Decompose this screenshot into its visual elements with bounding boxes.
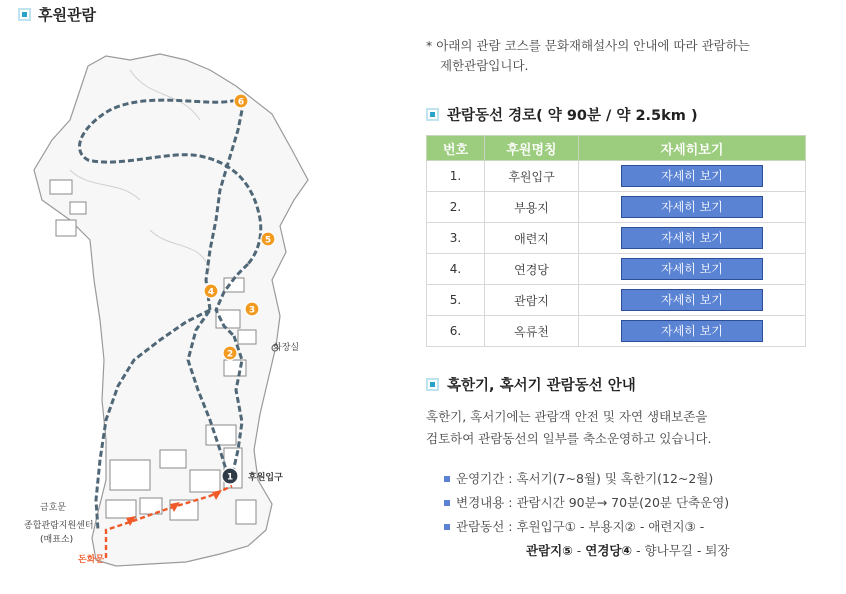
notice-line-2: 제한관람입니다. [440, 58, 529, 73]
route-table-header [427, 136, 806, 161]
page-title [18, 4, 96, 25]
square-bullet-icon [18, 8, 31, 21]
route-stop-pavilion: 관람지⑤ [526, 543, 573, 558]
season-heading [426, 374, 636, 395]
row-no: 5. [427, 285, 485, 316]
map-label-entrance: 후원입구 [248, 473, 283, 483]
row-name: 후원입구 [485, 161, 579, 192]
season-desc-line-2: 검토하여 관람동선의 일부를 축소운영하고 있습니다. [426, 431, 712, 446]
svg-text:2: 2 [226, 349, 234, 360]
row-no: 2. [427, 192, 485, 223]
row-no: 1. [427, 161, 485, 192]
table-row [427, 316, 806, 347]
detail-button-2[interactable]: 자세히 보기 [621, 196, 763, 218]
detail-button-6[interactable]: 자세히 보기 [621, 320, 763, 342]
square-bullet-icon [426, 378, 439, 391]
row-name: 애련지 [485, 223, 579, 254]
route-heading-text: 관람동선 경로( 약 90분 / 약 2.5km ) [447, 108, 698, 124]
row-no: 4. [427, 254, 485, 285]
svg-text:4: 4 [207, 287, 215, 298]
row-no: 3. [427, 223, 485, 254]
list-item-route: 관람동선 : 후원입구① - 부용지② - 애련지③ - [444, 515, 844, 539]
row-no: 6. [427, 316, 485, 347]
detail-button-4[interactable]: 자세히 보기 [621, 258, 763, 280]
season-description [426, 406, 836, 450]
route-stop-yeongyeongdang: 연경당④ [585, 543, 633, 558]
detail-button-1[interactable]: 자세히 보기 [621, 165, 763, 187]
route-heading [426, 104, 698, 125]
col-header-no: 번호 [427, 136, 485, 161]
page-title-text: 후원관람 [38, 6, 96, 24]
notice-text [426, 36, 826, 76]
season-heading-text: 혹한기, 혹서기 관람동선 안내 [447, 378, 636, 394]
season-desc-line-1: 혹한기, 혹서기에는 관람객 안전 및 자연 생태보존을 [426, 409, 708, 424]
list-item-change: 변경내용 : 관람시간 90분→ 70분(20분 단축운영) [444, 491, 844, 515]
square-bullet-icon [426, 108, 439, 121]
map-label-center: 종합관람지원센터 [24, 521, 94, 531]
col-header-detail: 자세히보기 [579, 136, 806, 161]
table-row [427, 192, 806, 223]
list-item-period: 운영기간 : 혹서기(7~8월) 및 혹한기(12~2월) [444, 467, 844, 491]
map-label-restroom: 화장실 [273, 343, 300, 353]
detail-button-5[interactable]: 자세히 보기 [621, 289, 763, 311]
svg-text:3: 3 [248, 305, 256, 316]
map-outline [34, 54, 308, 566]
svg-text:5: 5 [264, 235, 272, 246]
notice-line-1: * 아래의 관람 코스를 문화재해설사의 안내에 따라 관람하는 [426, 38, 750, 53]
season-info-list [444, 467, 844, 563]
row-name: 부용지 [485, 192, 579, 223]
svg-text:1: 1 [226, 472, 234, 483]
detail-button-3[interactable]: 자세히 보기 [621, 227, 763, 249]
row-name: 옥류천 [485, 316, 579, 347]
svg-text:6: 6 [237, 97, 245, 108]
map-label-geumhomun: 금호문 [40, 503, 67, 513]
map-label-donhwamun: 돈화문 [78, 555, 105, 565]
table-row [427, 285, 806, 316]
table-row [427, 223, 806, 254]
map-label-center-sub: (매표소) [40, 535, 74, 545]
route-table [426, 135, 806, 347]
row-name: 연경당 [485, 254, 579, 285]
secret-garden-map [10, 30, 310, 590]
route-separator: - [572, 543, 586, 558]
col-header-name: 후원명칭 [485, 136, 579, 161]
route-rest: - 향나무길 - 퇴장 [632, 543, 730, 558]
table-row [427, 161, 806, 192]
table-row [427, 254, 806, 285]
row-name: 관람지 [485, 285, 579, 316]
list-item-route-cont [444, 539, 844, 563]
